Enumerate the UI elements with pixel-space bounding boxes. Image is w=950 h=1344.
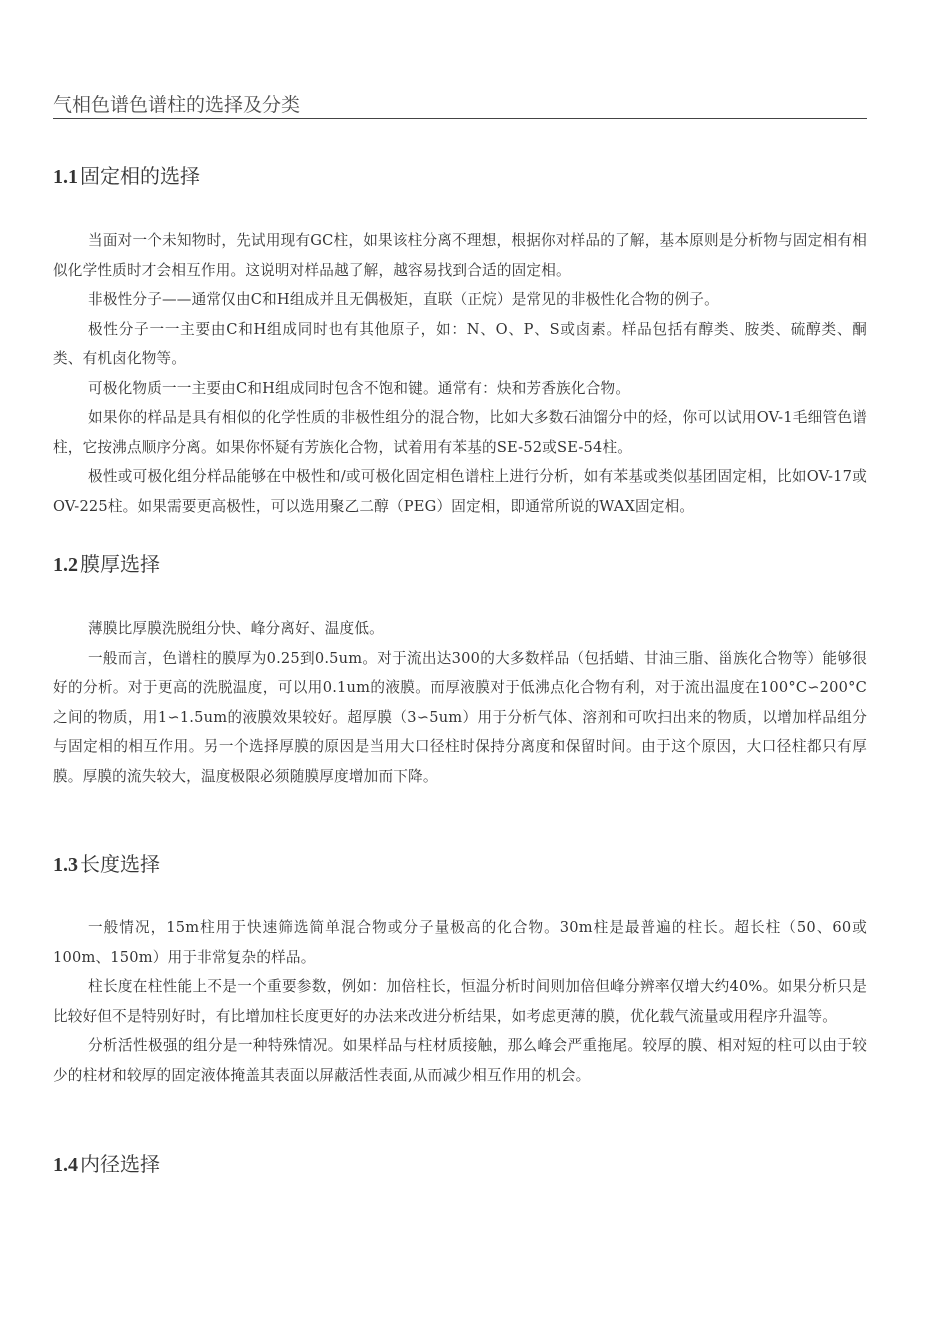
paragraph: 当面对一个未知物时，先试用现有GC柱，如果该柱分离不理想，根据你对样品的了解，基本原则是分析物与固定相有相似化学性质时才会相互作用。这说明对样品越了解，越容易找到合适的固定相。 (53, 232, 867, 279)
section-heading-1-4 (53, 1150, 160, 1179)
section-title: 内径选择 (80, 1152, 160, 1176)
section-number: 1.2 (53, 554, 78, 576)
section-number: 1.4 (53, 1154, 78, 1176)
section-body-1-3 (53, 913, 867, 1090)
section-body-1-2 (53, 614, 867, 791)
paragraph: 如果你的样品是具有相似的化学性质的非极性组分的混合物，比如大多数石油馏分中的烃，你可以试用OV-1毛细管色谱柱，它按沸点顺序分离。如果你怀疑有芳族化合物，试着用有苯基的SE-52或SE-54柱。 (53, 409, 867, 456)
section-title: 长度选择 (80, 852, 160, 876)
section-number: 1.3 (53, 854, 78, 876)
section-heading-1-1 (53, 162, 200, 191)
paragraph: 一般而言，色谱柱的膜厚为0.25到0.5um。对于流出达300的大多数样品（包括蜡、甘油三脂、甾族化合物等）能够很好的分析。对于更高的洗脱温度，可以用0.1um的液膜。而厚液膜对于低沸点化合物有利，对于流出温度在100°C∽200°C之间的物质，用1∽1.5um的液膜效果较好。超厚膜（3∽5um）用于分析气体、溶剂和可吹扫出来的物质，以增加样品组分与固定相的相互作用。另一个选择厚膜的原因是当用大口径柱时保持分离度和保留时间。由于这个原因，大口径柱都只有厚膜。厚膜的流失较大，温度极限必须随膜厚度增加而下降。 (53, 649, 867, 785)
paragraph: 分析活性极强的组分是一种特殊情况。如果样品与柱材质接触，那么峰会严重拖尾。较厚的膜、相对短的柱可以由于较少的柱材和较厚的固定液体掩盖其表面以屏蔽活性表面,从而减少相互作用的机会。 (53, 1037, 867, 1084)
paragraph: 非极性分子——通常仅由C和H组成并且无偶极矩，直联（正烷）是常见的非极性化合物的例子。 (88, 291, 719, 308)
paragraph: 一般情况，15m柱用于快速筛选简单混合物或分子量极高的化合物。30m柱是最普遍的柱长。超长柱（50、60或100m、150m）用于非常复杂的样品。 (53, 919, 867, 966)
paragraph: 可极化物质一一主要由C和H组成同时包含不饱和键。通常有：炔和芳香族化合物。 (88, 379, 631, 397)
section-title: 膜厚选择 (80, 552, 160, 576)
paragraph: 薄膜比厚膜洗脱组分快、峰分离好、温度低。 (88, 620, 384, 637)
paragraph: 极性或可极化组分样品能够在中极性和/或可极化固定相色谱柱上进行分析，如有苯基或类似基团固定相，比如OV-17或OV-225柱。如果需要更高极性，可以选用聚乙二醇（PEG）固定相，即通常所说的WAX固定相。 (53, 468, 867, 515)
section-number: 1.1 (53, 166, 78, 188)
section-body-1-1 (53, 226, 867, 521)
section-heading-1-2 (53, 550, 160, 579)
section-title: 固定相的选择 (80, 164, 200, 188)
section-heading-1-3 (53, 850, 160, 879)
paragraph: 极性分子一一主要由C和H组成同时也有其他原子，如：N、O、P、S或卤素。样品包括有醇类、胺类、硫醇类、酮类、有机卤化物等。 (53, 320, 867, 367)
paragraph: 柱长度在柱性能上不是一个重要参数，例如：加倍柱长，恒温分析时间则加倍但峰分辨率仅增大约40%。如果分析只是比较好但不是特别好时，有比增加柱长度更好的办法来改进分析结果，如考虑更薄的膜，优化载气流量或用程序升温等。 (53, 978, 867, 1025)
document-title: 气相色谱色谱柱的选择及分类 (53, 92, 867, 119)
